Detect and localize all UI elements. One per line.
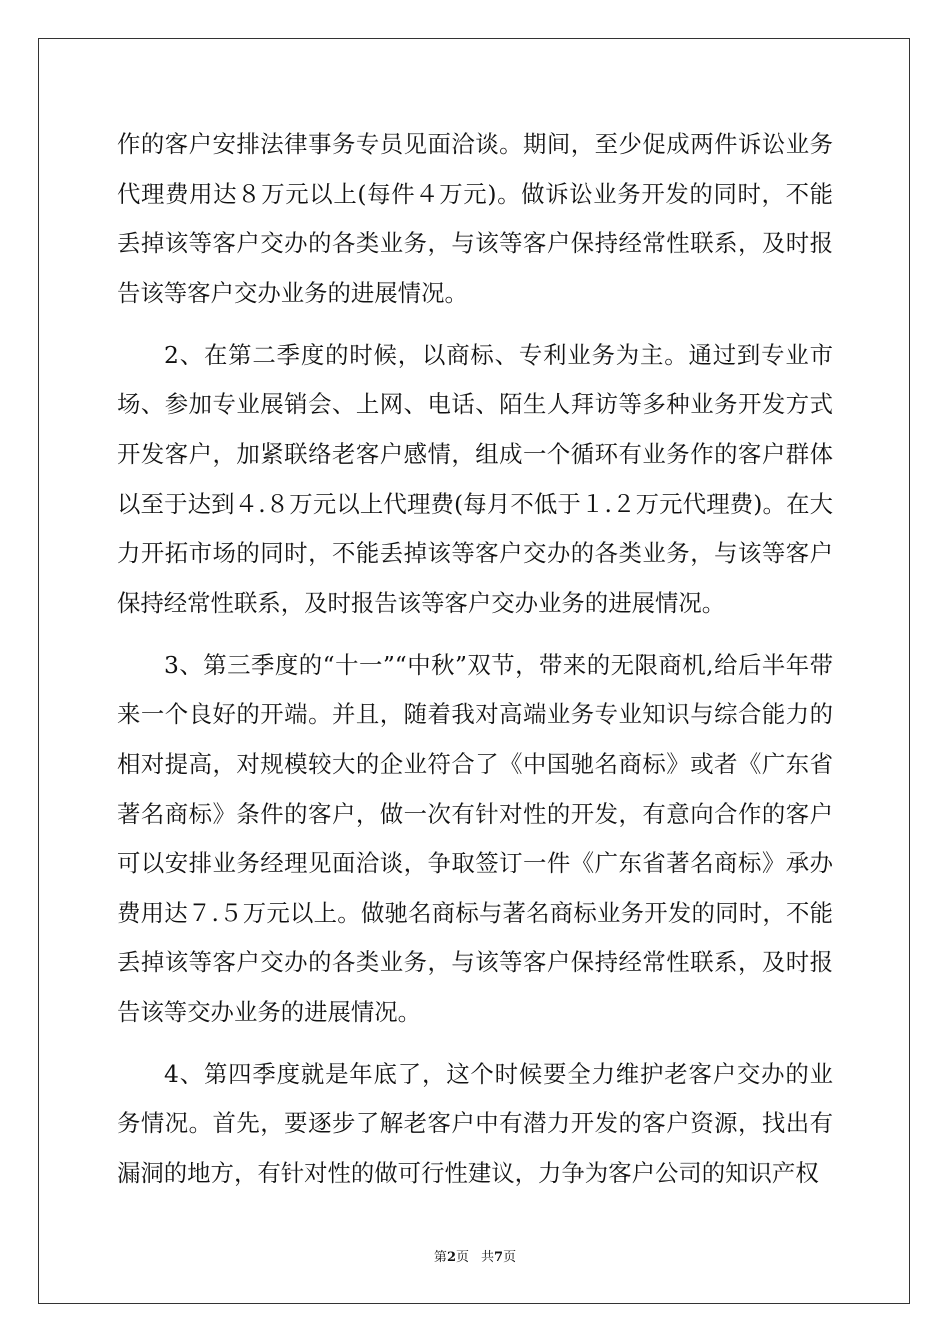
total-suffix: 页 (503, 1250, 517, 1265)
page-total: 7 (494, 1250, 504, 1265)
paragraph-q3: 3、第三季度的“十一”“中秋”双节，带来的无限商机,给后半年带来一个良好的开端。并且，随着我对高端业务专业知识与综合能力的相对提高，对规模较大的企业符合了《中国驰名商标》或者《广东省著名商标》条件的客户，做一次有针对性的开发，有意向合作的客户可以安排业务经理见面洽谈，争取签订一件《广东省著名商标》承办费用达７.５万元以上。做驰名商标与著名商标业务开发的同时，不能丢掉该等客户交办的各类业务，与该等客户保持经常性联系，及时报告该等交办业务的进展情况。 (117, 650, 833, 1026)
page-suffix: 页 (455, 1250, 469, 1265)
page-current: 2 (446, 1250, 456, 1265)
paragraph-continuation: 作的客户安排法律事务专员见面洽谈。期间，至少促成两件诉讼业务代理费用达８万元以上(每件４万元)。做诉讼业务开发的同时，不能丢掉该等客户交办的各类业务，与该等客户保持经常性联系，及时报告该等客户交办业务的进展情况。 (117, 130, 833, 307)
total-prefix: 共 (481, 1250, 495, 1265)
paragraph-q4: 4、第四季度就是年底了，这个时候要全力维护老客户交办的业务情况。首先，要逐步了解老客户中有潜力开发的客户资源，找出有漏洞的地方，有针对性的做可行性建议，力争为客户公司的知识产权 (117, 1059, 833, 1188)
paragraph-q2: 2、在第二季度的时候，以商标、专利业务为主。通过到专业市场、参加专业展销会、上网、电话、陌生人拜访等多种业务开发方式开发客户，加紧联络老客户感情，组成一个循环有业务作的客户群体以至于达到４.８万元以上代理费(每月不低于１.２万元代理费)。在大力开拓市场的同时，不能丢掉该等客户交办的各类业务，与该等客户保持经常性联系，及时报告该等客户交办业务的进展情况。 (117, 340, 833, 617)
document-body (117, 120, 833, 1211)
page-footer (0, 1246, 950, 1265)
page-prefix: 第 (433, 1250, 447, 1265)
